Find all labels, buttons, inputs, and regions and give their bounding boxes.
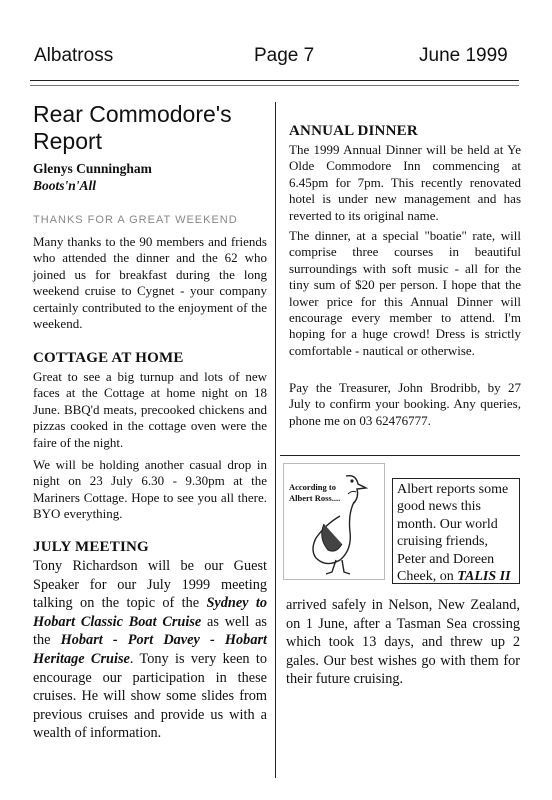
author-name: Glenys Cunningham (33, 161, 152, 176)
cottage-paragraph-1: Great to see a big turnup and lots of new faces at the Cottage at home night on 18 June. BBQ'd meats, precooked chickens and pizzas cooked in the cottage oven were the faire of the night. (33, 369, 267, 450)
cottage-paragraph-2: We will be holding another casual drop in night on 23 July 6.30 - 9.30pm at the Mariners Cottage. Hope to see you all there. BYO everything. (33, 457, 267, 522)
july-heading: JULY MEETING (33, 539, 149, 555)
albert-cartoon-frame (283, 463, 385, 580)
thanks-paragraph: Many thanks to the 90 members and friends who attended the dinner and the 62 who joined us for breakfast during the long weekend cruise to Cygnet - your company certainly contributed to the enjoyment of the weekend. (33, 234, 267, 332)
july-text-2: as well as the (33, 613, 267, 649)
dinner-paragraph-1: The 1999 Annual Dinner will be held at Ye Olde Commodore Inn commencing at 6.45pm for 7pm. This recently renovated hotel is under new management and has reverted to its original name. (289, 142, 521, 223)
july-text-1: Tony Richardson will be our Guest Speaker for our July 1999 meeting talking on the topic of the (33, 558, 267, 612)
albert-caption-line-1: According to (289, 482, 336, 492)
dinner-paragraph-2: The dinner, at a special "boatie" rate, will comprise three courses in beautiful surroundings with soft music - all for the tiny sum of $20 per person. I hope that the lower price for this Annual Dinner will encourage every member to attend. I'm hoping for a huge crowd! Dress is strictly comfortable - nautical or otherwise. (289, 228, 521, 358)
thanks-subhead: THANKS FOR A GREAT WEEKEND (33, 214, 238, 226)
cruise-name-port-davey: Hobart - Port Davey - Hobart Heritage Cruise (33, 632, 268, 667)
albert-report-box (392, 478, 520, 584)
cruise-name-sydney-hobart: Sydney to Hobart Classic Boat Cruise (33, 595, 267, 630)
title-line-2: Report (33, 128, 103, 154)
header-rule-thin (30, 85, 519, 86)
albert-continued: arrived safely in Nelson, New Zealand, on 1 June, after a Tasman Sea crossing which took 13 days, and threw up 2 gales. Our best wishes go with them for their future cruising. (286, 597, 520, 688)
july-paragraph (33, 557, 267, 743)
yacht-name: TALIS II (457, 569, 511, 585)
albatross-cartoon-icon (284, 464, 384, 579)
july-text-3: . Tony is very keen to encourage our participation in these cruises. He will show some slides from previous cruises and provide us with a wealth of information. (33, 650, 268, 742)
column-divider (275, 102, 276, 778)
article-title (33, 101, 263, 155)
header-rule (30, 80, 519, 81)
albert-box-text: Albert reports some good news this month. Our world cruising friends, Peter and Doreen Cheek, on (397, 482, 509, 585)
title-line-1: Rear Commodore's (33, 101, 232, 127)
boat-name: Boots'n'All (33, 178, 97, 193)
page-number: Page 7 (254, 45, 315, 66)
cottage-heading: COTTAGE AT HOME (33, 350, 184, 366)
dinner-paragraph-3: Pay the Treasurer, John Brodribb, by 27 July to confirm your booking. Any queries, phone me on 03 62476777. (289, 380, 521, 428)
publication-name: Albatross (34, 45, 114, 66)
albert-top-rule (280, 455, 520, 456)
albert-caption-line-2: Albert Ross.... (289, 493, 341, 503)
annual-dinner-heading: ANNUAL DINNER (289, 123, 418, 139)
issue-date: June 1999 (419, 45, 508, 66)
